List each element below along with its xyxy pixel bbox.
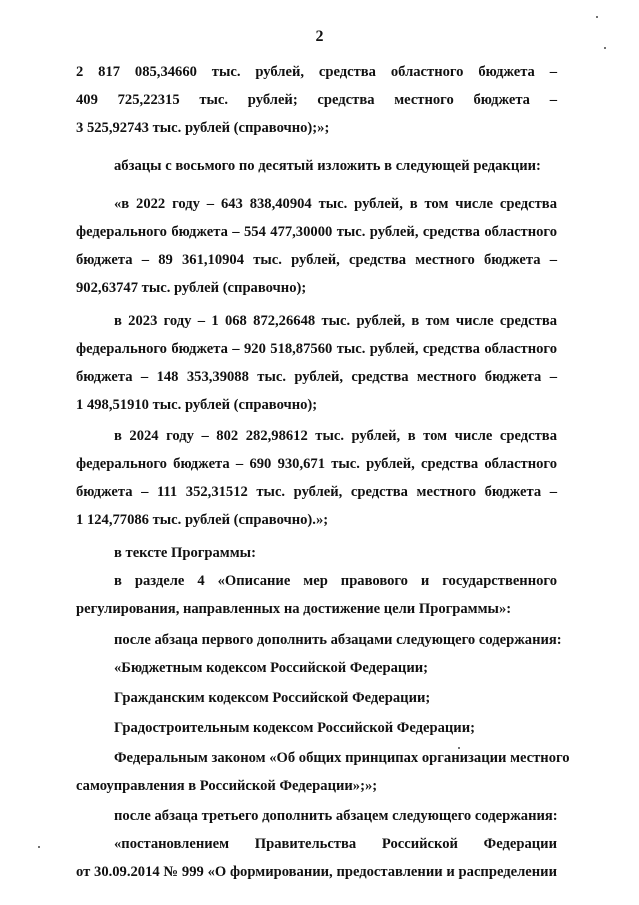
text-line: 902,63747 тыс. рублей (справочно); [76,280,307,296]
scan-speck [596,16,598,18]
text-line: в 2024 году – 802 282,98612 тыс. рублей, в том числе средства [114,428,557,444]
text-line: Градостроительным кодексом Российской Федерации; [114,720,475,736]
paragraph-government-resolution [76,830,557,886]
text-line: «постановлением Правительства Российской Федерации [114,836,557,852]
paragraph-budget-totals-end [76,58,557,142]
paragraph-program-text [76,539,557,567]
text-line: федерального бюджета – 920 518,87560 тыс. рублей, средства областного [76,341,557,357]
text-line: федерального бюджета – 554 477,30000 тыс. рублей, средства областного [76,224,557,240]
text-line: 409 725,22315 тыс. рублей; средства местного бюджета – [76,92,557,108]
scan-speck [38,846,40,848]
paragraph-section-4 [76,567,557,623]
text-line: в разделе 4 «Описание мер правового и государственного [114,573,557,589]
text-line: 1 124,77086 тыс. рублей (справочно).»; [76,512,329,528]
text-line: 3 525,92743 тыс. рублей (справочно);»; [76,120,330,136]
paragraph-civil-code [76,684,557,712]
scan-speck [604,47,606,49]
text-line: бюджета – 111 352,31512 тыс. рублей, средства местного бюджета – [76,484,557,500]
text-line: федерального бюджета – 690 930,671 тыс. рублей, средства областного [76,456,557,472]
paragraph-year-2024 [76,422,557,534]
paragraph-after-third [76,802,557,830]
text-line: самоуправления в Российской Федерации»;»; [76,778,378,794]
text-line: абзацы с восьмого по десятый изложить в следующей редакции: [114,158,541,174]
paragraph-federal-law [76,744,570,800]
text-line: бюджета – 148 353,39088 тыс. рублей, средства местного бюджета – [76,369,557,385]
paragraph-urban-code [76,714,557,742]
text-line: в 2023 году – 1 068 872,26648 тыс. рублей, в том числе средства [114,313,557,329]
paragraph-year-2022 [76,190,557,302]
text-line: Федеральным законом «Об общих принципах организации местного [114,750,570,766]
text-line: после абзаца первого дополнить абзацами следующего содержания: [114,632,562,648]
text-line: «Бюджетным кодексом Российской Федерации; [114,660,428,676]
text-line: 1 498,51910 тыс. рублей (справочно); [76,397,318,413]
paragraph-budget-code [76,654,557,682]
text-line: 2 817 085,34660 тыс. рублей, средства областного бюджета – [76,64,557,80]
text-line: бюджета – 89 361,10904 тыс. рублей, средства местного бюджета – [76,252,557,268]
paragraph-after-first [76,626,562,654]
text-line: регулирования, направленных на достижение цели Программы»: [76,601,512,617]
text-line: «в 2022 году – 643 838,40904 тыс. рублей, в том числе средства [114,196,557,212]
page-number: 2 [315,28,324,45]
text-line: в тексте Программы: [114,545,256,561]
text-line: после абзаца третьего дополнить абзацем следующего содержания: [114,808,558,824]
paragraph-instruction-8-10 [76,152,557,180]
paragraph-year-2023 [76,307,557,419]
text-line: от 30.09.2014 № 999 «О формировании, предоставлении и распределении [76,864,557,880]
scan-speck [458,747,460,749]
document-body [76,58,570,886]
text-line: Гражданским кодексом Российской Федерации; [114,690,431,706]
